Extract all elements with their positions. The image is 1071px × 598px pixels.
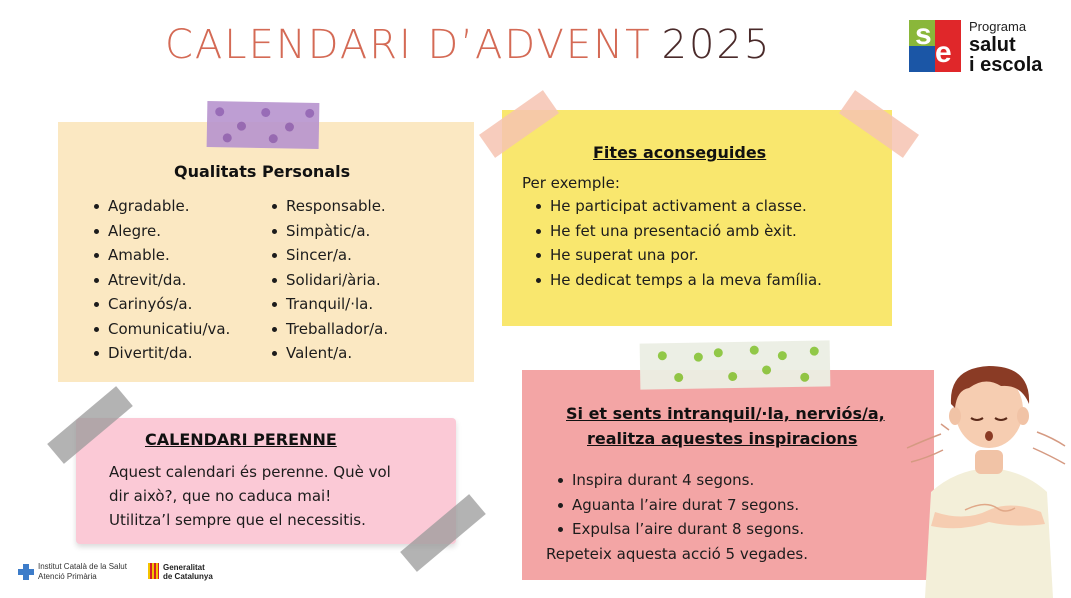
fites-list — [534, 194, 822, 292]
title-main: CALENDARI D’ADVENT — [165, 22, 652, 68]
list-item: He dedicat temps a la meva família. — [534, 268, 822, 293]
list-item: Valent/a. — [270, 341, 388, 366]
list-item: Alegre. — [92, 219, 230, 244]
washi-tape-purple — [207, 101, 320, 149]
breathing-footer: Repeteix aquesta acció 5 vegades. — [546, 545, 809, 563]
list-item: He fet una presentació amb èxit. — [534, 219, 822, 244]
ics-cross-icon — [18, 564, 34, 580]
catalan-flag-icon — [148, 563, 159, 579]
list-item: He participat activament a classe. — [534, 194, 822, 219]
ics-logo: Institut Català de la Salut Atenció Primària — [18, 562, 138, 584]
list-item: Comunicatiu/va. — [92, 317, 230, 342]
list-item: Carinyós/a. — [92, 292, 230, 317]
qualitats-list-col2 — [270, 194, 388, 366]
list-item: Expulsa l’aire durant 8 segons. — [556, 517, 804, 542]
qualitats-card — [58, 122, 474, 382]
list-item: Aguanta l’aire durat 7 segons. — [556, 493, 804, 518]
breathing-list — [556, 468, 804, 542]
qualitats-heading: Qualitats Personals — [174, 162, 351, 181]
list-item: Treballador/a. — [270, 317, 388, 342]
fites-intro: Per exemple: — [522, 174, 620, 192]
logo-text: Programa salut i escola — [969, 19, 1043, 76]
list-item: Agradable. — [92, 194, 230, 219]
breathing-heading-line1: Si et sents intranquil/·la, nerviós/a, — [566, 404, 885, 423]
list-item: Divertit/da. — [92, 341, 230, 366]
washi-tape-dotted — [640, 340, 831, 389]
salut-escola-logo — [909, 20, 1059, 76]
perenne-card — [76, 418, 456, 544]
perenne-heading: CALENDARI PERENNE — [145, 430, 337, 449]
list-item: Amable. — [92, 243, 230, 268]
list-item: Solidari/ària. — [270, 268, 388, 293]
perenne-text: Aquest calendari és perenne. Què vol dir això?, que no caduca mai! Utilitza’l sempre que el necessitis. — [109, 463, 391, 529]
breathing-card — [522, 370, 934, 580]
list-item: Atrevit/da. — [92, 268, 230, 293]
fites-card — [502, 110, 892, 326]
title-year: 2025 — [661, 22, 772, 68]
generalitat-logo: Generalitat de Catalunya — [148, 562, 228, 584]
list-item: Simpàtic/a. — [270, 219, 388, 244]
list-item: Inspira durant 4 segons. — [556, 468, 804, 493]
breathing-heading-line2: realitza aquestes inspiracions — [587, 429, 858, 448]
page-title — [165, 22, 771, 68]
qualitats-list-col1 — [92, 194, 230, 366]
salut-escola-logo-icon: s e — [909, 20, 961, 72]
list-item: Tranquil/·la. — [270, 292, 388, 317]
list-item: Responsable. — [270, 194, 388, 219]
breathing-person-illustration — [905, 362, 1071, 598]
list-item: He superat una por. — [534, 243, 822, 268]
fites-heading: Fites aconseguides — [593, 143, 767, 162]
list-item: Sincer/a. — [270, 243, 388, 268]
